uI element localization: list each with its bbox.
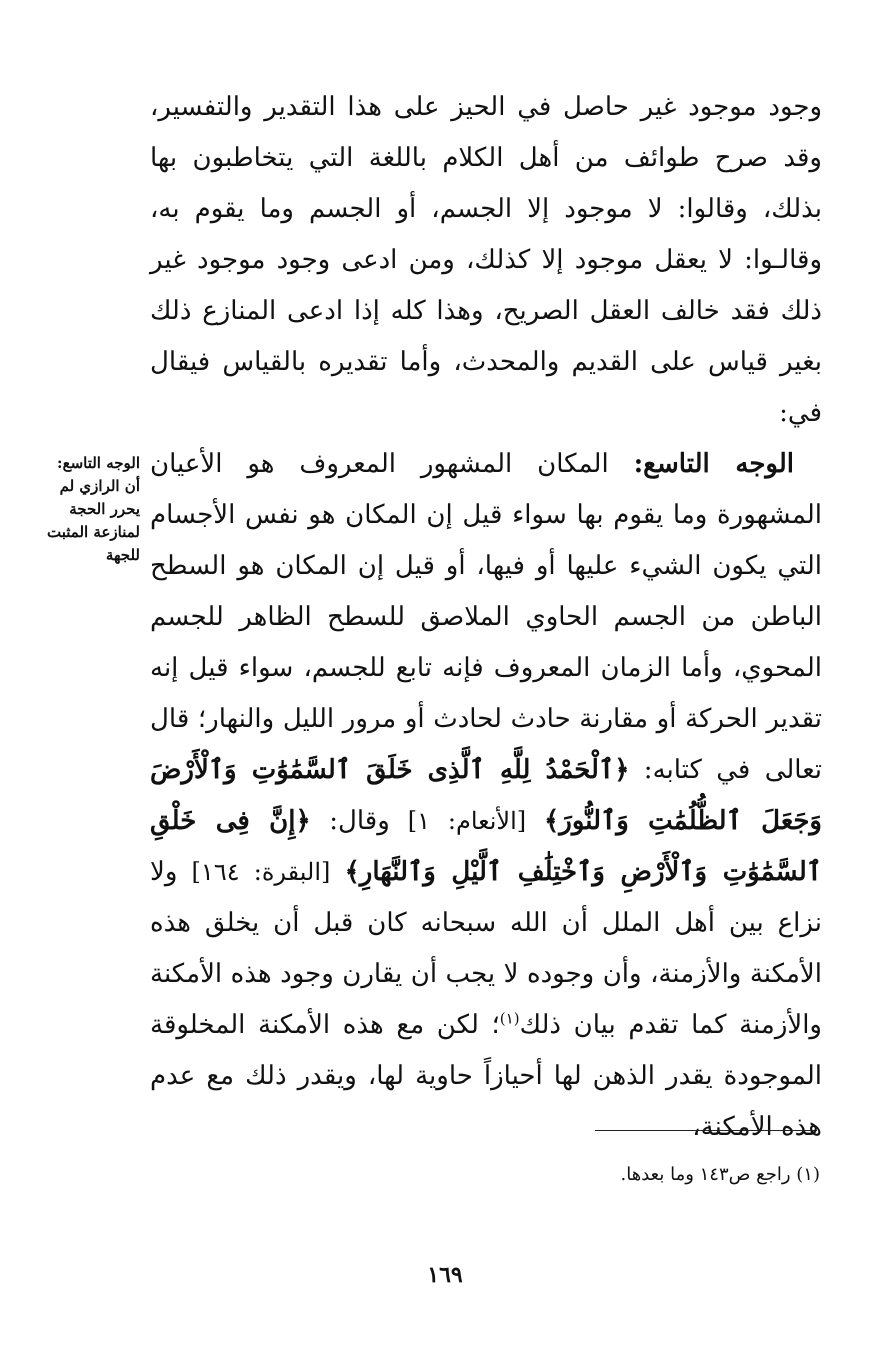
margin-note (40, 452, 140, 567)
margin-note-line: لمنازعة المثبت (47, 523, 140, 541)
paragraph-text: وقال: (310, 806, 390, 836)
verse-reference-2: [البقرة: ١٦٤] (177, 858, 345, 886)
text-line: ذلك بغير قياس على القديم والمحدث، وأما تقديره بالقياس (150, 296, 822, 377)
text-line: وقد صرح طوائف من أهل الكلام باللغة التي يتخاطبون بها (150, 143, 822, 173)
text-line: غير ذلك فقد خالف العقل الصريح، وهذا كله إذا ادعى المنازع (150, 245, 823, 326)
quran-verse-2: ﴿إِنَّ فِى خَلْقِ ٱلسَّمَٰوَٰتِ وَٱلْأَرْضِ وَٱخْتِلَٰفِ ٱلَّيْلِ وَٱلنَّهَارِ﴾ (150, 806, 822, 887)
paragraph-ninth-aspect (150, 439, 822, 1153)
margin-note-line: الوجه التاسع: (57, 454, 140, 472)
footnote: (١) راجع ص١٤٣ وما بعدها. (620, 1164, 820, 1185)
paragraph-text: المكان المشهور المعروف هو الأعيان المشهورة وما يقوم بها سواء قيل إن المكان هو نفس الأجسام التي يكون الشيء عليها أو فيها، أو قيل إن المكان هو السطح الباطن من الجسم الحاوي الملاصق للسطح الظاهر للجسم المحوي، وأما الزمان المعروف فإنه تابع للجسم، سواء قيل إنه تقدير الحركة أو مقارنة حادث لحادث أو مرور الليل والنهار؛ قال تعالى في كتابه: (150, 449, 822, 785)
verse-reference-1: [الأنعام: ١] (389, 807, 545, 835)
text-line: بذلك، وقالوا: لا موجود إلا الجسم، أو الجسم وما يقوم به، (150, 194, 822, 224)
margin-note-line: يحرر الحجة (69, 500, 140, 518)
footnote-divider (595, 1130, 817, 1131)
text-line: فيقال في: (150, 347, 822, 428)
text-line: وجود موجود غير حاصل في الحيز على هذا التقدير والتفسير، (150, 92, 822, 122)
paragraph-continuation (150, 82, 822, 439)
section-heading: الوجه التاسع: (633, 449, 794, 479)
page-number: ١٦٩ (427, 1262, 463, 1288)
main-text-body (150, 82, 822, 1153)
margin-note-line: أن الرازي لم (59, 477, 140, 495)
text-line: وقالـوا: لا يعقل موجود إلا كذلك، ومن ادعى وجود موجود (196, 245, 822, 275)
margin-note-line: للجهة (105, 546, 140, 564)
paragraph-text: ؛ لكن مع هذه الأمكنة المخلوقة الموجودة يقدر الذهن لها أحيازاً حاوية لها، ويقدر ذلك مع عدم هذه الأمكنة، (150, 1010, 822, 1142)
quran-verse-1: ﴿ٱلْحَمْدُ لِلَّهِ ٱلَّذِى خَلَقَ ٱلسَّمَٰوَٰتِ وَٱلْأَرْضَ وَجَعَلَ ٱلظُّلُمَٰتِ وَٱلنُّورَ﴾ (150, 755, 822, 836)
footnote-marker[interactable]: (١) (499, 1009, 520, 1028)
paragraph-text: ولا نزاع بين أهل الملل أن الله سبحانه كان قبل أن يخلق هذه الأمكنة والأزمنة، وأن وجوده لا يجب أن يقارن وجود هذه الأمكنة والأزمنة كما تقدم بيان ذلك (150, 857, 822, 1040)
